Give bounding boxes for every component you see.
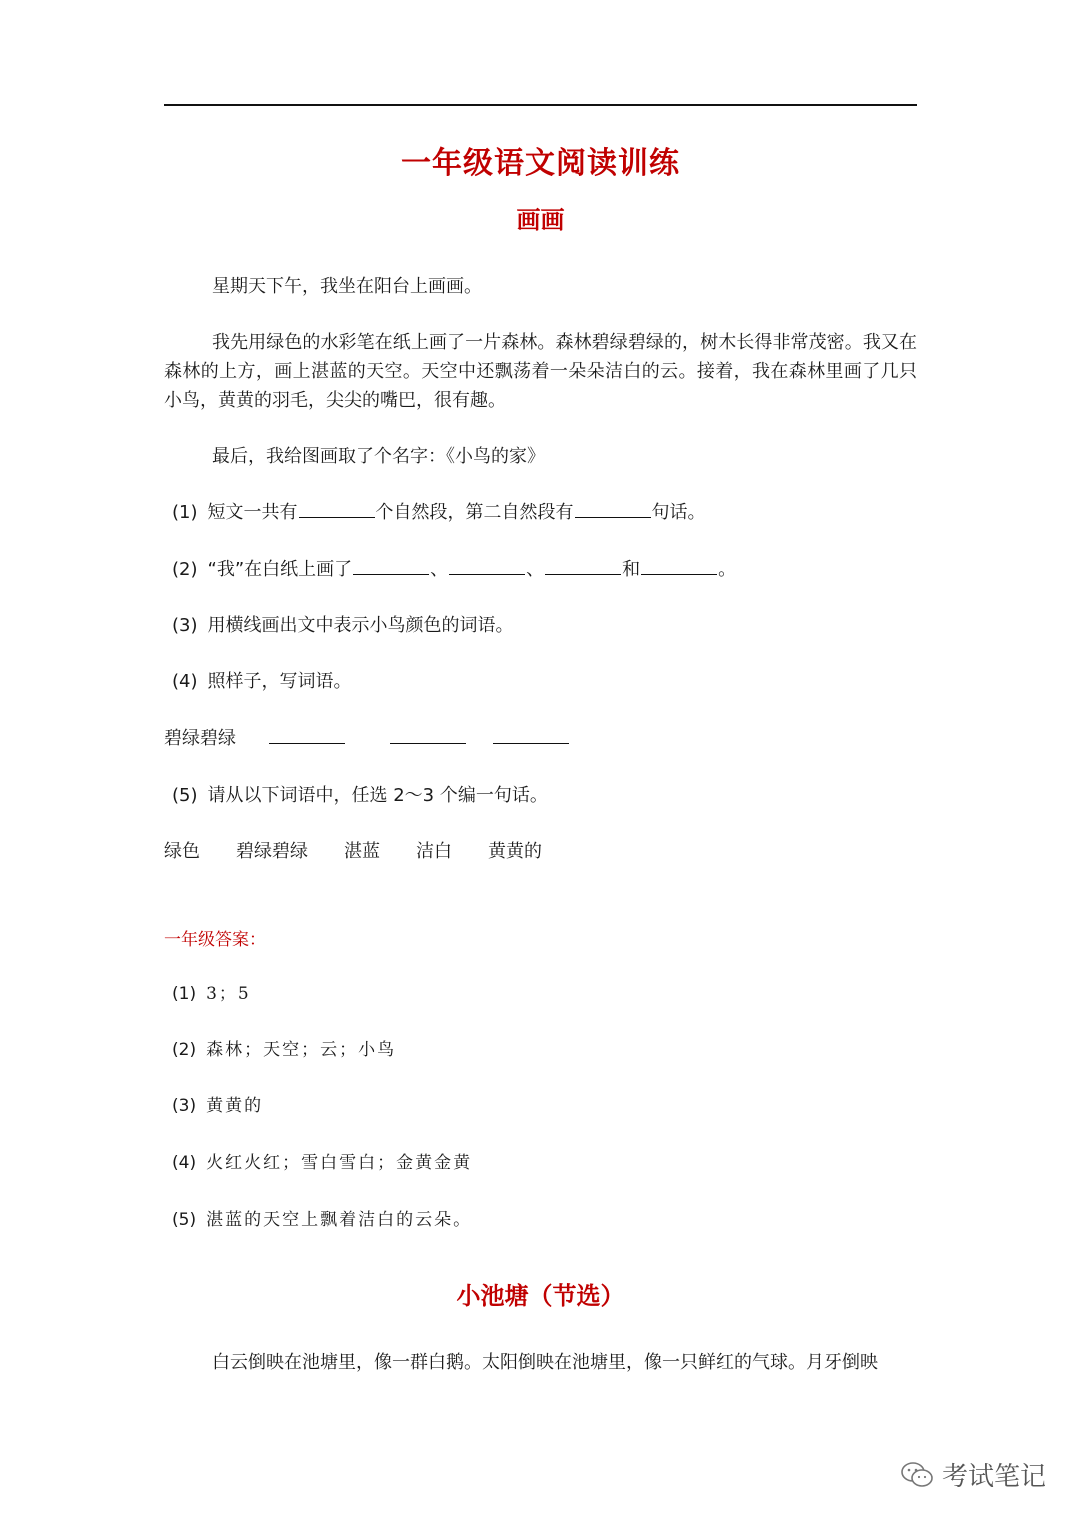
paragraph-1: 星期天下午，我坐在阳台上画画。	[212, 276, 482, 297]
answer-text: 黄黄的	[206, 1096, 264, 1116]
answer-item	[164, 1150, 472, 1176]
question-2	[164, 556, 917, 584]
pond-paragraph: 白云倒映在池塘里，像一群白鹅。太阳倒映在池塘里，像一只鲜红的气球。月牙倒映	[212, 1352, 878, 1373]
answer-item	[164, 1093, 263, 1119]
question-5	[164, 782, 917, 810]
word-item: 黄黄的	[488, 841, 542, 862]
question-text: 请从以下词语中，任选 2～3 个编一句话。	[207, 785, 548, 806]
answer-text: 3；5	[206, 984, 251, 1004]
question-4	[164, 668, 917, 696]
answer-item	[164, 981, 251, 1007]
answer-number: (3)	[172, 1096, 197, 1116]
word-item: 洁白	[416, 841, 452, 862]
answers-heading: 一年级答案：	[164, 930, 266, 950]
question-text: 句话。	[651, 502, 706, 523]
question-text: 短文一共有	[207, 502, 298, 523]
paragraph-2: 我先用绿色的水彩笔在纸上画了一片森林。森林碧绿碧绿的，树木长得非常茂密。我又在森林的上方，画上湛蓝的天空。天空中还飘荡着一朵朵洁白的云。接着，我在森林里画了几只小鸟，黄黄的羽毛，尖尖的嘴巴，很有趣。	[164, 332, 917, 411]
answer-text: 火红火红；雪白雪白；金黄金黄	[206, 1153, 473, 1173]
answer-blank[interactable]	[493, 725, 569, 744]
answer-number: (5)	[172, 1210, 197, 1230]
watermark	[900, 1456, 1046, 1493]
answer-text: 湛蓝的天空上飘着洁白的云朵。	[206, 1210, 473, 1230]
separator: 和	[622, 559, 641, 580]
watermark-text: 考试笔记	[941, 1462, 1046, 1492]
question-number: (5)	[172, 785, 198, 806]
document-title: 一年级语文阅读训练	[401, 146, 680, 181]
answer-number: (1)	[172, 984, 197, 1004]
example-word: 碧绿碧绿	[164, 728, 236, 749]
question-text: 。	[718, 559, 737, 580]
question-text: 照样子，写词语。	[207, 671, 352, 692]
question-text: 用横线画出文中表示小鸟颜色的词语。	[207, 615, 514, 636]
answer-blank[interactable]	[545, 556, 621, 575]
question-number: (2)	[172, 559, 198, 580]
answer-blank[interactable]	[641, 556, 717, 575]
answer-blank[interactable]	[353, 556, 429, 575]
word-item: 湛蓝	[344, 841, 380, 862]
answer-blank[interactable]	[390, 725, 466, 744]
answer-number: (2)	[172, 1040, 197, 1060]
answer-blank[interactable]	[299, 499, 375, 518]
question-3	[164, 612, 917, 640]
answer-text: 森林；天空；云；小鸟	[206, 1040, 397, 1060]
answer-blank[interactable]	[269, 725, 345, 744]
question-1	[164, 499, 917, 527]
question-4-example-row	[164, 725, 917, 753]
question-number: (3)	[172, 615, 198, 636]
answer-item	[164, 1207, 472, 1233]
question-text: “我”在白纸上画了	[207, 559, 353, 580]
answer-blank[interactable]	[575, 499, 651, 518]
question-text: 个自然段，第二自然段有	[375, 502, 574, 523]
question-number: (1)	[172, 502, 198, 523]
paragraph-3: 最后，我给图画取了个名字：《小鸟的家》	[212, 446, 545, 467]
separator: 、	[430, 559, 449, 580]
separator: 、	[526, 559, 545, 580]
header-rule	[164, 104, 917, 106]
section-title-pond: 小池塘（节选）	[456, 1281, 625, 1310]
answer-blank[interactable]	[449, 556, 525, 575]
answer-number: (4)	[172, 1153, 197, 1173]
wechat-icon	[900, 1460, 934, 1490]
word-item: 绿色	[164, 841, 200, 862]
question-number: (4)	[172, 671, 198, 692]
word-list	[164, 838, 917, 866]
word-item: 碧绿碧绿	[236, 841, 308, 862]
section-title-drawing: 画画	[516, 205, 565, 234]
answer-item	[164, 1037, 396, 1063]
